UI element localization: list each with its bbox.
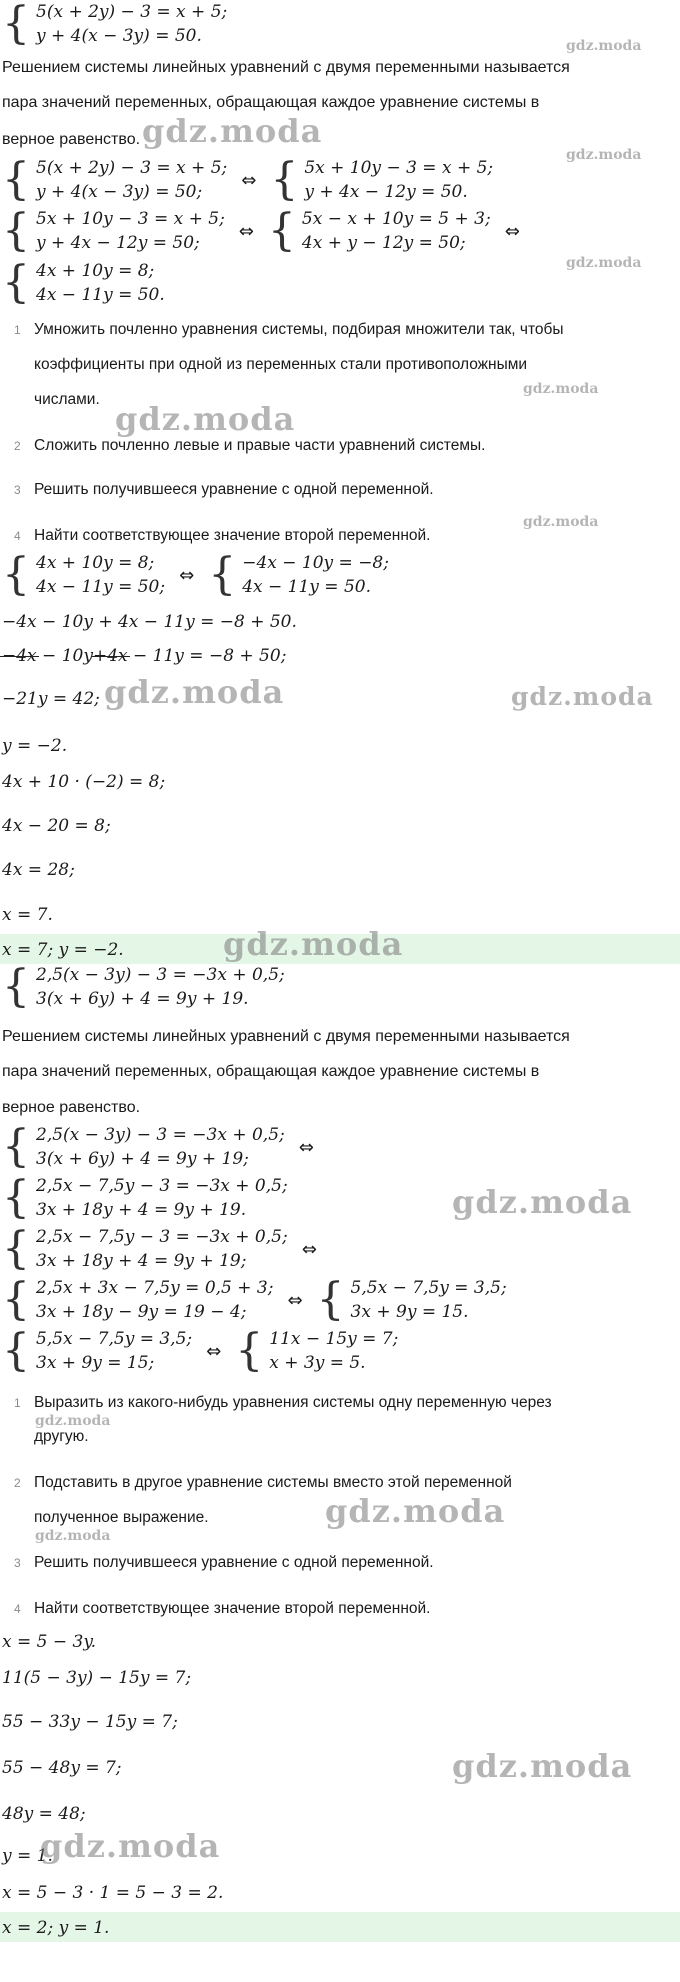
answer-line: x = 7; y = −2.: [2, 940, 124, 960]
watermark-logo: gdz.moda: [35, 1528, 111, 1544]
left-brace: {: [2, 1274, 30, 1325]
equation: 5x + 10y − 3 = x + 5;: [36, 209, 225, 229]
equation: 5x − x + 10y = 5 + 3;: [301, 209, 491, 229]
watermark-logo: gdz.moda: [511, 682, 654, 711]
equation: 11x − 15y = 7;: [269, 1329, 399, 1349]
equation: 2,5x + 3x − 7,5y = 0,5 + 3;: [36, 1278, 274, 1298]
algorithm-step: [14, 1553, 434, 1573]
definition-line: верное равенство.: [2, 1099, 141, 1116]
equation-line: y = 1.: [2, 1846, 53, 1866]
system-original-1: [2, 0, 227, 48]
definition-line: пара значений переменных, обращающая каждое уравнение системы в: [2, 94, 540, 111]
equation: 3x + 18y + 4 = 9y + 19.: [36, 1200, 247, 1220]
equation: 5x + 10y − 3 = x + 5;: [304, 158, 494, 178]
left-brace: {: [235, 1325, 264, 1376]
equation: 5,5x − 7,5y = 3,5;: [350, 1278, 507, 1298]
equation: −4x − 10y = −8;: [242, 553, 389, 573]
equation-line: 4x + 10 · (−2) = 8;: [2, 772, 166, 792]
step-number: 2: [14, 1476, 21, 1490]
step-text: Подставить в другое уравнение системы вместо этой переменной: [34, 1474, 512, 1491]
left-brace: {: [2, 0, 30, 49]
step-number: 4: [14, 1602, 21, 1616]
system-transform-row: [2, 551, 389, 599]
left-brace: {: [316, 1274, 345, 1325]
system-transform-row: [2, 1174, 288, 1222]
left-brace: {: [2, 154, 30, 205]
equation: x + 3y = 5.: [269, 1353, 366, 1373]
watermark-logo: gdz.moda: [142, 112, 323, 150]
system-transform-row: [2, 1327, 398, 1375]
cancelled-term: −4x: [2, 646, 37, 666]
left-brace: {: [208, 549, 237, 600]
definition-line: Решением системы линейных уравнений с двумя переменными называется: [2, 1028, 570, 1045]
step-number: 1: [14, 323, 21, 337]
equation: 4x − 11y = 50.: [242, 577, 371, 597]
step-text-continuation: числами.: [34, 391, 100, 408]
left-brace: {: [267, 205, 296, 256]
step-number: 4: [14, 529, 21, 543]
system-result: [2, 259, 165, 307]
equation: y + 4x − 12y = 50;: [36, 233, 200, 253]
left-brace: {: [2, 1325, 30, 1376]
left-brace: {: [2, 257, 30, 308]
step-text-continuation: другую.: [34, 1428, 89, 1445]
equation-line: 48y = 48;: [2, 1804, 86, 1824]
left-brace: {: [2, 1223, 30, 1274]
equation: 5(x + 2y) − 3 = x + 5;: [36, 158, 228, 178]
definition-line: Решением системы линейных уравнений с двумя переменными называется: [2, 59, 570, 76]
equation: y + 4(x − 3y) = 50;: [36, 182, 203, 202]
equivalence-symbol: ⇔: [298, 1136, 314, 1158]
algorithm-step: [14, 1393, 552, 1413]
watermark-logo: gdz.moda: [325, 1492, 506, 1530]
equation: 3(x + 6y) + 4 = 9y + 19.: [36, 989, 249, 1009]
equation: 4x + 10y = 8;: [36, 261, 155, 281]
step-number: 3: [14, 1556, 21, 1570]
step-number: 1: [14, 1396, 21, 1410]
equation-line: x = 7.: [2, 905, 53, 925]
watermark-logo: gdz.moda: [40, 1827, 221, 1865]
equivalence-symbol: ⇔: [504, 220, 520, 242]
equation: y + 4(x − 3y) = 50.: [36, 26, 202, 46]
watermark-logo: gdz.moda: [566, 147, 642, 163]
equation: 3x + 18y + 4 = 9y + 19;: [36, 1251, 247, 1271]
step-text: Выразить из какого-нибудь уравнения системы одну переменную через: [34, 1394, 552, 1411]
equation: 4x + y − 12y = 50;: [301, 233, 466, 253]
equation: 4x + 10y = 8;: [36, 553, 155, 573]
watermark-logo: gdz.moda: [223, 925, 404, 963]
watermark-logo: gdz.moda: [566, 38, 642, 54]
system-original-2: [2, 963, 285, 1011]
watermark-logo: gdz.moda: [452, 1747, 633, 1785]
left-brace: {: [2, 1172, 30, 1223]
equation: 3(x + 6y) + 4 = 9y + 19;: [36, 1149, 249, 1169]
algorithm-step: [14, 480, 434, 500]
watermark-logo: gdz.moda: [115, 400, 296, 438]
system-transform-row: [2, 1123, 322, 1171]
algorithm-step: [14, 1599, 430, 1619]
equivalence-symbol: ⇔: [179, 564, 195, 586]
definition-line: пара значений переменных, обращающая каждое уравнение системы в: [2, 1063, 540, 1080]
equation-line: x = 5 − 3y.: [2, 1632, 97, 1652]
watermark-logo: gdz.moda: [35, 1413, 111, 1429]
equation-fragment: − 10y: [36, 646, 93, 666]
equivalence-symbol: ⇔: [241, 169, 257, 191]
equation: 3x + 9y = 15.: [350, 1302, 469, 1322]
step-text: Решить получившееся уравнение с одной переменной.: [34, 481, 434, 498]
watermark-logo: gdz.moda: [523, 381, 599, 397]
equivalence-symbol: ⇔: [287, 1289, 303, 1311]
equation-line: x = 5 − 3 · 1 = 5 − 3 = 2.: [2, 1883, 224, 1903]
step-text: Решить получившееся уравнение с одной переменной.: [34, 1554, 434, 1571]
equation: 4x − 11y = 50;: [36, 577, 166, 597]
equivalence-symbol: ⇔: [206, 1340, 222, 1362]
watermark-logo: gdz.moda: [452, 1183, 633, 1221]
step-text-continuation: полученное выражение.: [34, 1509, 209, 1526]
equation-line: 55 − 33y − 15y = 7;: [2, 1712, 178, 1732]
definition-line: верное равенство.: [2, 131, 141, 148]
step-text: Найти соответствующее значение второй переменной.: [34, 1600, 431, 1617]
equation-line: −21y = 42;: [2, 689, 100, 709]
left-brace: {: [270, 154, 299, 205]
equation: 2,5(x − 3y) − 3 = −3x + 0,5;: [36, 1125, 285, 1145]
equation-line-cancelled: [2, 645, 286, 667]
left-brace: {: [2, 961, 30, 1012]
system-transform-row: [2, 1276, 507, 1324]
equivalence-symbol: ⇔: [238, 220, 254, 242]
equation: 3x + 9y = 15;: [36, 1353, 155, 1373]
equation-fragment: − 11y = −8 + 50;: [127, 646, 287, 666]
equation-line: 4x − 20 = 8;: [2, 816, 111, 836]
watermark-logo: gdz.moda: [523, 514, 599, 530]
system-transform-row: [2, 1225, 325, 1273]
step-text: Найти соответствующее значение второй переменной.: [34, 527, 431, 544]
system-transform-row: [2, 207, 528, 255]
answer-line: x = 2; y = 1.: [2, 1918, 110, 1938]
equation-line: 4x = 28;: [2, 860, 75, 880]
watermark-logo: gdz.moda: [566, 255, 642, 271]
equation: 2,5(x − 3y) − 3 = −3x + 0,5;: [36, 965, 285, 985]
step-number: 3: [14, 483, 21, 497]
step-number: 2: [14, 439, 21, 453]
system-transform-row: [2, 156, 493, 204]
algorithm-step: [14, 526, 430, 546]
equivalence-symbol: ⇔: [301, 1238, 317, 1260]
step-text-continuation: коэффициенты при одной из переменных стали противоположными: [34, 356, 528, 373]
equation-line: 55 − 48y = 7;: [2, 1758, 122, 1778]
step-text: Сложить почленно левые и правые части уравнений системы.: [34, 437, 486, 454]
equation: y + 4x − 12y = 50.: [304, 182, 468, 202]
algorithm-step: [14, 436, 485, 456]
equation-line: y = −2.: [2, 736, 68, 756]
equation-line: −4x − 10y + 4x − 11y = −8 + 50.: [2, 612, 297, 632]
equation: 2,5x − 7,5y − 3 = −3x + 0,5;: [36, 1176, 288, 1196]
equation: 2,5x − 7,5y − 3 = −3x + 0,5;: [36, 1227, 288, 1247]
watermark-logo: gdz.moda: [104, 673, 285, 711]
left-brace: {: [2, 549, 30, 600]
step-text: Умножить почленно уравнения системы, подбирая множители так, чтобы: [34, 321, 564, 338]
equation: 3x + 18y − 9y = 19 − 4;: [36, 1302, 247, 1322]
left-brace: {: [2, 1121, 30, 1172]
left-brace: {: [2, 205, 30, 256]
equation: 4x − 11y = 50.: [36, 285, 165, 305]
equation-line: 11(5 − 3y) − 15y = 7;: [2, 1668, 192, 1688]
cancelled-term: +4x: [92, 646, 128, 666]
equation: 5(x + 2y) − 3 = x + 5;: [36, 2, 228, 22]
algorithm-step: [14, 320, 564, 340]
algorithm-step: [14, 1473, 512, 1493]
equation: 5,5x − 7,5y = 3,5;: [36, 1329, 193, 1349]
